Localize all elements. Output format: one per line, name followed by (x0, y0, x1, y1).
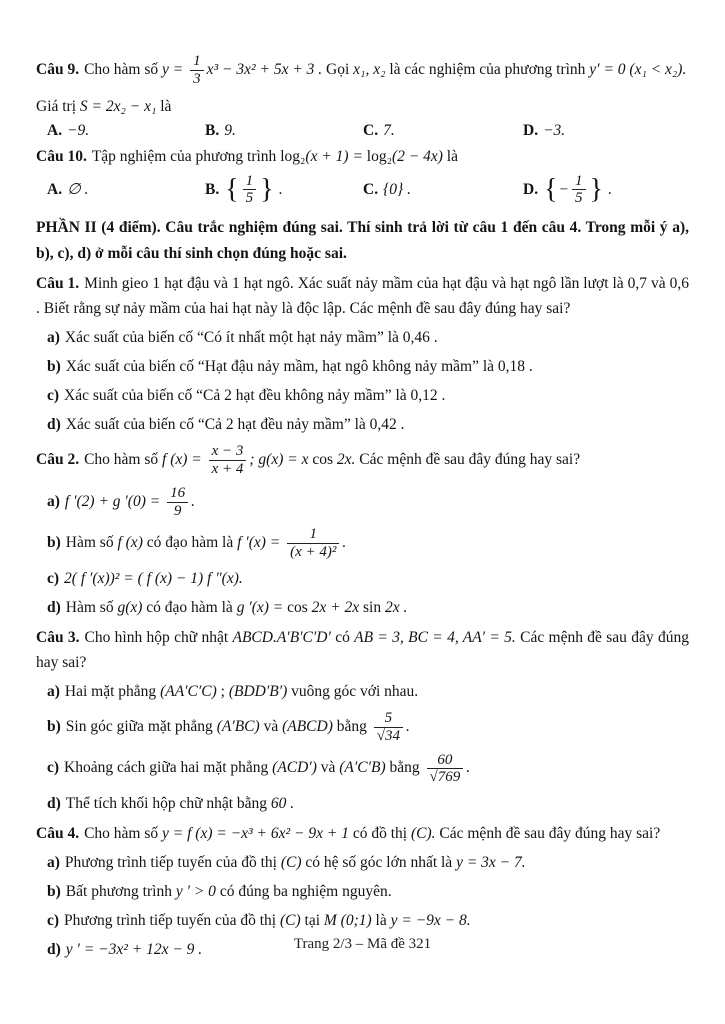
q4-statement-c (36, 909, 689, 933)
text-run: Xác suất của biến cố “Cả 2 hạt đều nảy mầm” là 0,42 . (65, 416, 405, 434)
question-4-intro (36, 821, 689, 846)
text-run: vuông góc với nhau. (287, 682, 419, 700)
q2-statement-d-text (66, 599, 408, 616)
q3-statement-d (36, 792, 689, 816)
math-run: 2x . (384, 598, 408, 616)
q2-statement-c-label: c) (47, 569, 60, 587)
q2-statement-a-text (64, 484, 195, 519)
text-run: Cho hình hộp chữ nhật (84, 628, 233, 646)
text-run: Các mệnh đề sau đây đúng hay sai? (36, 628, 689, 671)
text-run: . (603, 180, 612, 198)
fraction-denominator: 9 (173, 502, 182, 519)
math-run: y ′ = −3x² + 12x − 9 . (65, 941, 203, 959)
q10-option-d (523, 172, 689, 209)
q3-statement-c-label: c) (47, 759, 60, 777)
q3-statement-b-text (65, 709, 410, 744)
math-run: f (x) (117, 534, 143, 552)
question-9-label: Câu 9. (36, 60, 80, 78)
q9-option-b-value (224, 122, 236, 140)
q9-option-a (47, 122, 205, 140)
question-4-text (84, 825, 660, 842)
text-run: tại (300, 912, 324, 930)
text-run: Giá trị (36, 97, 80, 115)
text-run: Gọi (322, 60, 354, 78)
text-run: log₂ (366, 147, 392, 165)
q2-statement-a (36, 484, 689, 521)
text-run: Xác suất của biến cố “Hạt đậu nảy mầm, hạt ngô không nảy mầm” là 0,18 . (65, 358, 533, 376)
math-run: x³ − 3x² + 5x + 3 . (206, 60, 323, 78)
math-run: . (191, 492, 195, 510)
q9-option-d-letter: D. (523, 121, 539, 139)
fraction-denominator: 5 (245, 190, 254, 207)
fraction-denominator: x + 4 (211, 460, 244, 477)
question-1-label: Câu 1. (36, 275, 80, 293)
text-run: Cho hàm số (84, 825, 163, 843)
fraction-denominator: (x + 4)² (290, 544, 337, 561)
math-run: M (0;1) (323, 912, 372, 930)
question-1-intro (36, 271, 689, 321)
brace: { (225, 173, 239, 205)
math-run: . (466, 759, 471, 777)
math-run: (C) (280, 854, 302, 872)
question-9-options (36, 122, 689, 140)
question-10-label: Câu 10. (36, 147, 87, 165)
q1-statement-a-label: a) (47, 329, 60, 347)
text-run: Minh gieo 1 hạt đậu và 1 hạt ngô. Xác suất nảy mầm của hạt đậu và hạt ngô lần lượt là 0,7 và 0,6 . Biết rằng sự nảy mầm của hai hạt này là độc lập. Các mệnh đề sau đây đúng hay sai? (36, 275, 689, 318)
text-run: log₂ (280, 147, 306, 165)
brace: } (260, 173, 274, 205)
math-run: (A′BC) (216, 717, 260, 735)
text-run: là (371, 912, 391, 930)
text-run: Hàm số (65, 598, 118, 616)
q9-option-c-value (383, 122, 395, 140)
q4-statement-c-label: c) (47, 912, 60, 930)
q1-statement-a (36, 326, 689, 350)
fraction (167, 485, 188, 520)
fraction-numerator: 5 (374, 710, 403, 728)
q4-statement-a (36, 851, 689, 875)
q2-statement-d (36, 596, 689, 620)
question-10-options (36, 172, 689, 209)
math-run: f (x) = (162, 451, 206, 469)
question-3-label: Câu 3. (36, 628, 80, 646)
text-run: Xác suất của biến cố “Có ít nhất một hạt nảy mầm” là 0,46 . (64, 329, 438, 347)
q1-statement-d-text (66, 416, 405, 433)
q9-option-d (523, 122, 689, 140)
text-run: có đạo hàm là (142, 598, 237, 616)
q1-statement-b-label: b) (47, 358, 61, 376)
math-run: f ′(2) + g ′(0) = (64, 492, 165, 510)
q1-statement-c-label: c) (47, 387, 60, 405)
fraction (427, 752, 464, 787)
q3-statement-d-text (66, 795, 294, 812)
question-9-line2 (36, 94, 689, 119)
q10-option-c-letter: C. (363, 180, 379, 198)
fraction (243, 173, 257, 208)
math-run: g ′(x) = (236, 598, 288, 616)
q1-statement-d (36, 413, 689, 437)
q1-statement-d-label: d) (47, 416, 61, 434)
text-run: là các nghiệm của phương trình (385, 60, 590, 78)
text-run: sin (363, 598, 385, 616)
q4-statement-b-text (66, 883, 392, 900)
fraction-numerator: 16 (167, 485, 188, 503)
q3-statement-c-text (64, 751, 471, 786)
q10-option-b-letter: B. (205, 180, 220, 198)
q9-option-a-value (67, 122, 89, 140)
math-run: 2x + 2x (311, 598, 364, 616)
fraction (287, 526, 339, 561)
q9-option-a-letter: A. (47, 121, 63, 139)
q10-option-a (47, 180, 205, 199)
q3-statement-a-text (65, 683, 418, 700)
q3-statement-c (36, 751, 689, 788)
fraction-numerator: 1 (572, 173, 586, 191)
math-run: y = f (x) = −x³ + 6x² − 9x + 1 (162, 825, 349, 843)
text-run: có đạo hàm là (142, 534, 238, 552)
fraction (572, 173, 586, 208)
q3-statement-b-label: b) (47, 717, 61, 735)
math-run: (C). (410, 825, 436, 843)
text-run: Thể tích khối hộp chữ nhật bằng (65, 795, 271, 813)
question-10-text (92, 148, 458, 165)
text-run: và (259, 717, 283, 735)
math-run: (AA′C′C) (160, 682, 217, 700)
q2-statement-c-text (64, 570, 243, 587)
text-run: . (274, 180, 283, 198)
part-2-heading: PHẦN II (4 điểm). Câu trắc nghiệm đúng sai. Thí sinh trả lời từ câu 1 đến câu 4. Trong mỗi ý a), b), c), d) ở mỗi câu thí sinh chọn đúng hoặc sai. (36, 219, 689, 263)
question-2-intro (36, 442, 689, 479)
text-run: Hai mặt phẳng (64, 682, 161, 700)
question-9-intro (36, 52, 689, 89)
q2-statement-b-text (65, 526, 347, 561)
math-run: {0} . (383, 180, 411, 198)
q10-option-b (205, 172, 363, 209)
question-3-intro (36, 625, 689, 675)
question-1-text (36, 275, 689, 317)
math-run: y = (162, 60, 188, 78)
q3-statement-b (36, 709, 689, 746)
q4-statement-b (36, 880, 689, 904)
q10-option-b-value (224, 172, 282, 209)
math-run: 60 . (270, 795, 295, 813)
fraction-denominator: 3 (193, 70, 201, 87)
math-run: ABCD.A′B′C′D′ (232, 628, 331, 646)
text-run: có đồ thị (348, 825, 411, 843)
q10-option-d-letter: D. (523, 180, 539, 198)
math-run: ∅ . (67, 181, 89, 199)
question-2-text (84, 443, 581, 477)
text-run: và (316, 759, 340, 777)
brace: { (544, 173, 558, 205)
math-run: (ACD′) (272, 759, 317, 777)
math-run: S = 2x₂ − x₁ (79, 97, 157, 115)
math-run: 2x. (336, 451, 356, 469)
math-run: (ABCD) (282, 717, 333, 735)
text-run: Xác suất của biến cố “Cả 2 hạt đều không nảy mầm” là 0,12 . (64, 387, 446, 405)
math-run: (x + 1) = (305, 147, 367, 165)
text-run: Bất phương trình (65, 883, 176, 901)
math-run: AB = 3, BC = 4, AA′ = 5. (354, 628, 516, 646)
q10-option-c (363, 181, 523, 199)
q4-statement-a-text (65, 854, 526, 871)
q10-option-a-value (67, 180, 88, 199)
brace: } (589, 173, 603, 205)
math-run: y = −9x − 8. (390, 912, 471, 930)
math-run: . (406, 717, 410, 735)
math-run: g(x) (117, 598, 143, 616)
question-3-text (36, 629, 689, 671)
math-run: y = 3x − 7. (456, 854, 526, 872)
q2-statement-b-label: b) (47, 534, 61, 552)
math-run: (2 − 4x) (392, 147, 443, 165)
question-4-label: Câu 4. (36, 825, 80, 843)
q9-option-b-letter: B. (205, 121, 220, 139)
math-run: 7. (383, 121, 395, 139)
q1-statement-b-text (66, 358, 533, 375)
fraction (209, 443, 247, 478)
math-run: ; g(x) = x (249, 451, 313, 469)
math-run: −3. (543, 121, 566, 139)
q4-statement-c-text (64, 912, 471, 929)
q3-statement-a-label: a) (47, 682, 60, 700)
text-run: Cho hàm số (84, 60, 163, 78)
text-run: có (330, 628, 355, 646)
q2-statement-b (36, 525, 689, 562)
fraction (374, 710, 403, 745)
q1-statement-a-text (65, 329, 438, 346)
text-run: có đúng ba nghiệm nguyên. (215, 883, 392, 901)
fraction (190, 53, 204, 88)
q9-option-c (363, 122, 523, 140)
text-run: cos (287, 598, 312, 616)
math-run: y ′ > 0 (175, 883, 216, 901)
q1-statement-b (36, 355, 689, 379)
math-run: . (342, 534, 347, 552)
text-run: Hàm số (65, 534, 118, 552)
math-run: (C) (279, 912, 301, 930)
text-run: là (442, 147, 458, 165)
fraction-numerator: 1 (190, 53, 204, 71)
fraction-denominator: √769 (429, 769, 461, 786)
text-run: cos (312, 451, 337, 469)
text-run: bằng (385, 759, 424, 777)
q2-statement-c (36, 567, 689, 591)
q1-statement-c-text (64, 387, 445, 404)
math-run: − (558, 180, 569, 198)
fraction-numerator: 1 (287, 526, 339, 544)
q3-statement-a (36, 680, 689, 704)
q10-option-a-letter: A. (47, 180, 63, 198)
q10-option-c-value (383, 181, 411, 199)
q4-statement-b-label: b) (47, 883, 61, 901)
math-run: f ′(x) = (237, 534, 285, 552)
q4-statement-a-label: a) (47, 854, 60, 872)
text-run: là (156, 97, 172, 115)
page-footer: Trang 2/3 – Mã đề 321 (293, 936, 432, 952)
question-2-label: Câu 2. (36, 451, 80, 469)
fraction-numerator: 1 (243, 173, 257, 191)
question-9-text (84, 53, 687, 87)
math-run: x₁, x₂ (353, 60, 386, 78)
text-run: Phương trình tiếp tuyến của đồ thị (64, 854, 281, 872)
text-run: bằng (332, 717, 371, 735)
text-run: Các mệnh đề sau đây đúng hay sai? (435, 825, 661, 843)
text-run: Tập nghiệm của phương trình (91, 147, 281, 165)
fraction-denominator: √34 (376, 727, 400, 744)
question-9-line2-text (36, 98, 171, 115)
q1-statement-c (36, 384, 689, 408)
q9-option-b (205, 122, 363, 140)
math-run: y′ = 0 (x₁ < x₂). (589, 60, 687, 78)
q9-option-c-letter: C. (363, 121, 379, 139)
text-run: Sin góc giữa mặt phẳng (65, 717, 217, 735)
math-run: 9. (224, 121, 236, 139)
text-run: có hệ số góc lớn nhất là (301, 854, 457, 872)
text-run: Cho hàm số (84, 451, 163, 469)
text-run: Các mệnh đề sau đây đúng hay sai? (355, 451, 581, 469)
math-run: (A′C′B) (339, 759, 386, 777)
q9-option-d-value (543, 122, 565, 140)
fraction-denominator: 5 (575, 190, 583, 207)
text-run: Khoảng cách giữa hai mặt phẳng (64, 759, 273, 777)
fraction-numerator: x − 3 (209, 443, 247, 461)
text-run: ; (216, 682, 229, 700)
q2-statement-a-label: a) (47, 492, 60, 510)
q10-option-d-value (543, 172, 612, 209)
question-10-intro (36, 144, 689, 169)
math-run: −9. (67, 121, 90, 139)
fraction-numerator: 60 (427, 752, 464, 770)
math-run: (BDD′B′) (228, 682, 288, 700)
text-run: Phương trình tiếp tuyến của đồ thị (64, 912, 280, 930)
q4-statement-d-label: d) (47, 941, 61, 959)
q2-statement-d-label: d) (47, 598, 61, 616)
q3-statement-d-label: d) (47, 795, 61, 813)
math-run: 2( f ′(x))² = ( f (x) − 1) f ″(x). (64, 569, 243, 587)
